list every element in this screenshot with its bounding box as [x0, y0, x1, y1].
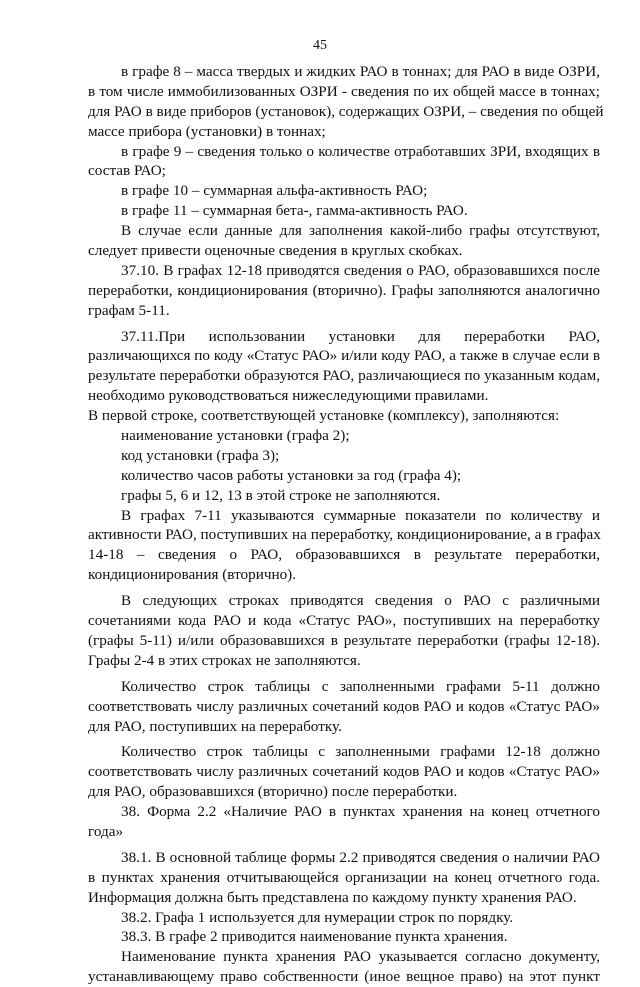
- text-line: необходимо руководствоваться нижеследующими правилами.: [88, 387, 489, 405]
- paragraph: [88, 261, 600, 321]
- text-line: 37.10. В графах 12-18 приводятся сведения о РАО, образовавшихся после: [121, 261, 600, 279]
- text-line: Графы 2-4 в этих строках не заполняются.: [88, 651, 361, 669]
- paragraph: [88, 466, 600, 486]
- text-line: состав РАО;: [88, 162, 166, 180]
- text-line: наименование установки (графа 2);: [121, 427, 350, 445]
- text-line: код установки (графа 3);: [121, 446, 280, 464]
- document-body: [88, 62, 604, 987]
- text-line: В следующих строках приводятся сведения о РАО с различными: [121, 592, 600, 610]
- paragraph: [88, 201, 600, 221]
- text-line: 37.11.При использовании установки для переработки РАО,: [121, 327, 600, 345]
- text-line: Количество строк таблицы с заполненными графами 12-18 должно: [121, 743, 600, 761]
- paragraph: [88, 927, 600, 947]
- text-line: для РАО, образовавшихся (вторично) после переработки.: [88, 783, 458, 801]
- text-line: в графе 9 – сведения только о количестве отработавших ЗРИ, входящих в: [121, 142, 600, 160]
- paragraph: [88, 848, 600, 908]
- text-line: графам 5-11.: [88, 301, 170, 319]
- text-line: В графах 7-11 указываются суммарные показатели по количеству и: [121, 506, 600, 524]
- text-line: соответствовать числу различных сочетаний кодов РАО и кодов «Статус РАО»: [88, 697, 600, 715]
- paragraph: [88, 742, 600, 802]
- paragraph: [88, 62, 604, 142]
- text-line: сочетаниями кода РАО и кода «Статус РАО», поступивших на переработку: [88, 612, 600, 630]
- text-line: количество часов работы установки за год (графа 4);: [121, 466, 462, 484]
- text-line: различающихся по коду «Статус РАО» и/или коду РАО, а также в случае если в: [88, 347, 600, 365]
- paragraph: [88, 446, 600, 466]
- text-line: следует привести оценочные сведения в круглых скобках.: [88, 242, 463, 260]
- text-line: массе прибора (установки) в тоннах;: [88, 122, 326, 140]
- text-line: (графы 5-11) и/или образовавшихся в результате переработки (графы 12-18).: [88, 631, 600, 649]
- text-line: Количество строк таблицы с заполненными графами 5-11 должно: [121, 677, 600, 695]
- text-line: 38.3. В графе 2 приводится наименование пункта хранения.: [121, 928, 508, 946]
- text-line: для РАО в виде приборов (установок), содержащих ОЗРИ, – сведения по общей: [88, 102, 604, 120]
- page-number: 45: [313, 38, 327, 53]
- text-line: переработки, кондиционирования (вторично). Графы заполняются аналогично: [88, 281, 600, 299]
- text-line: В первой строке, соответствующей установке (комплексу), заполняются:: [88, 407, 560, 425]
- paragraph: [88, 506, 600, 586]
- paragraph: [88, 486, 600, 506]
- paragraph: [88, 327, 600, 407]
- text-line: результате переработки образуются РАО, различающиеся по указанным кодам,: [88, 367, 600, 385]
- text-line: активности РАО, поступивших на переработку, кондиционирование, а в графах: [88, 526, 601, 544]
- text-line: в графе 8 – масса твердых и жидких РАО в тоннах; для РАО в виде ОЗРИ,: [121, 63, 600, 80]
- text-line: в пунктах хранения отчитывающейся организации на конец отчетного года.: [88, 868, 600, 886]
- text-line: Наименование пункта хранения РАО указывается согласно документу,: [121, 948, 600, 966]
- text-line: В случае если данные для заполнения какой-либо графы отсутствуют,: [121, 222, 600, 240]
- text-line: года»: [88, 822, 124, 840]
- text-line: для РАО, поступивших на переработку.: [88, 717, 342, 735]
- paragraph: [88, 908, 600, 928]
- paragraph: [88, 802, 600, 842]
- paragraph: [88, 406, 600, 426]
- paragraph: [88, 426, 600, 446]
- paragraph: [88, 591, 600, 671]
- text-line: в графе 11 – суммарная бета-, гамма-активность РАО.: [121, 202, 468, 220]
- text-line: в графе 10 – суммарная альфа-активность РАО;: [121, 182, 428, 200]
- paragraph: [88, 947, 600, 987]
- text-line: кондиционирования (вторично).: [88, 566, 297, 584]
- text-line: устанавливающему право собственности (иное вещное право) на этот пункт: [88, 968, 600, 986]
- text-line: графы 5, 6 и 12, 13 в этой строке не заполняются.: [121, 486, 441, 504]
- text-line: в том числе иммобилизованных ОЗРИ - сведения по их общей массе в тоннах;: [88, 82, 600, 100]
- paragraph: [88, 181, 600, 201]
- paragraph: [88, 221, 600, 261]
- text-line: 38.1. В основной таблице формы 2.2 приводятся сведения о наличии РАО: [121, 848, 600, 866]
- text-line: соответствовать числу различных сочетаний кодов РАО и кодов «Статус РАО»: [88, 763, 600, 781]
- text-line: 38.2. Графа 1 используется для нумерации строк по порядку.: [121, 908, 514, 926]
- text-line: 38. Форма 2.2 «Наличие РАО в пунктах хранения на конец отчетного: [121, 803, 600, 821]
- paragraph: [88, 142, 600, 182]
- paragraph: [88, 677, 600, 737]
- text-line: Информация должна быть представлена по каждому пункту хранения РАО.: [88, 888, 577, 906]
- text-line: 14-18 – сведения о РАО, образовавшихся в результате переработки,: [88, 546, 600, 564]
